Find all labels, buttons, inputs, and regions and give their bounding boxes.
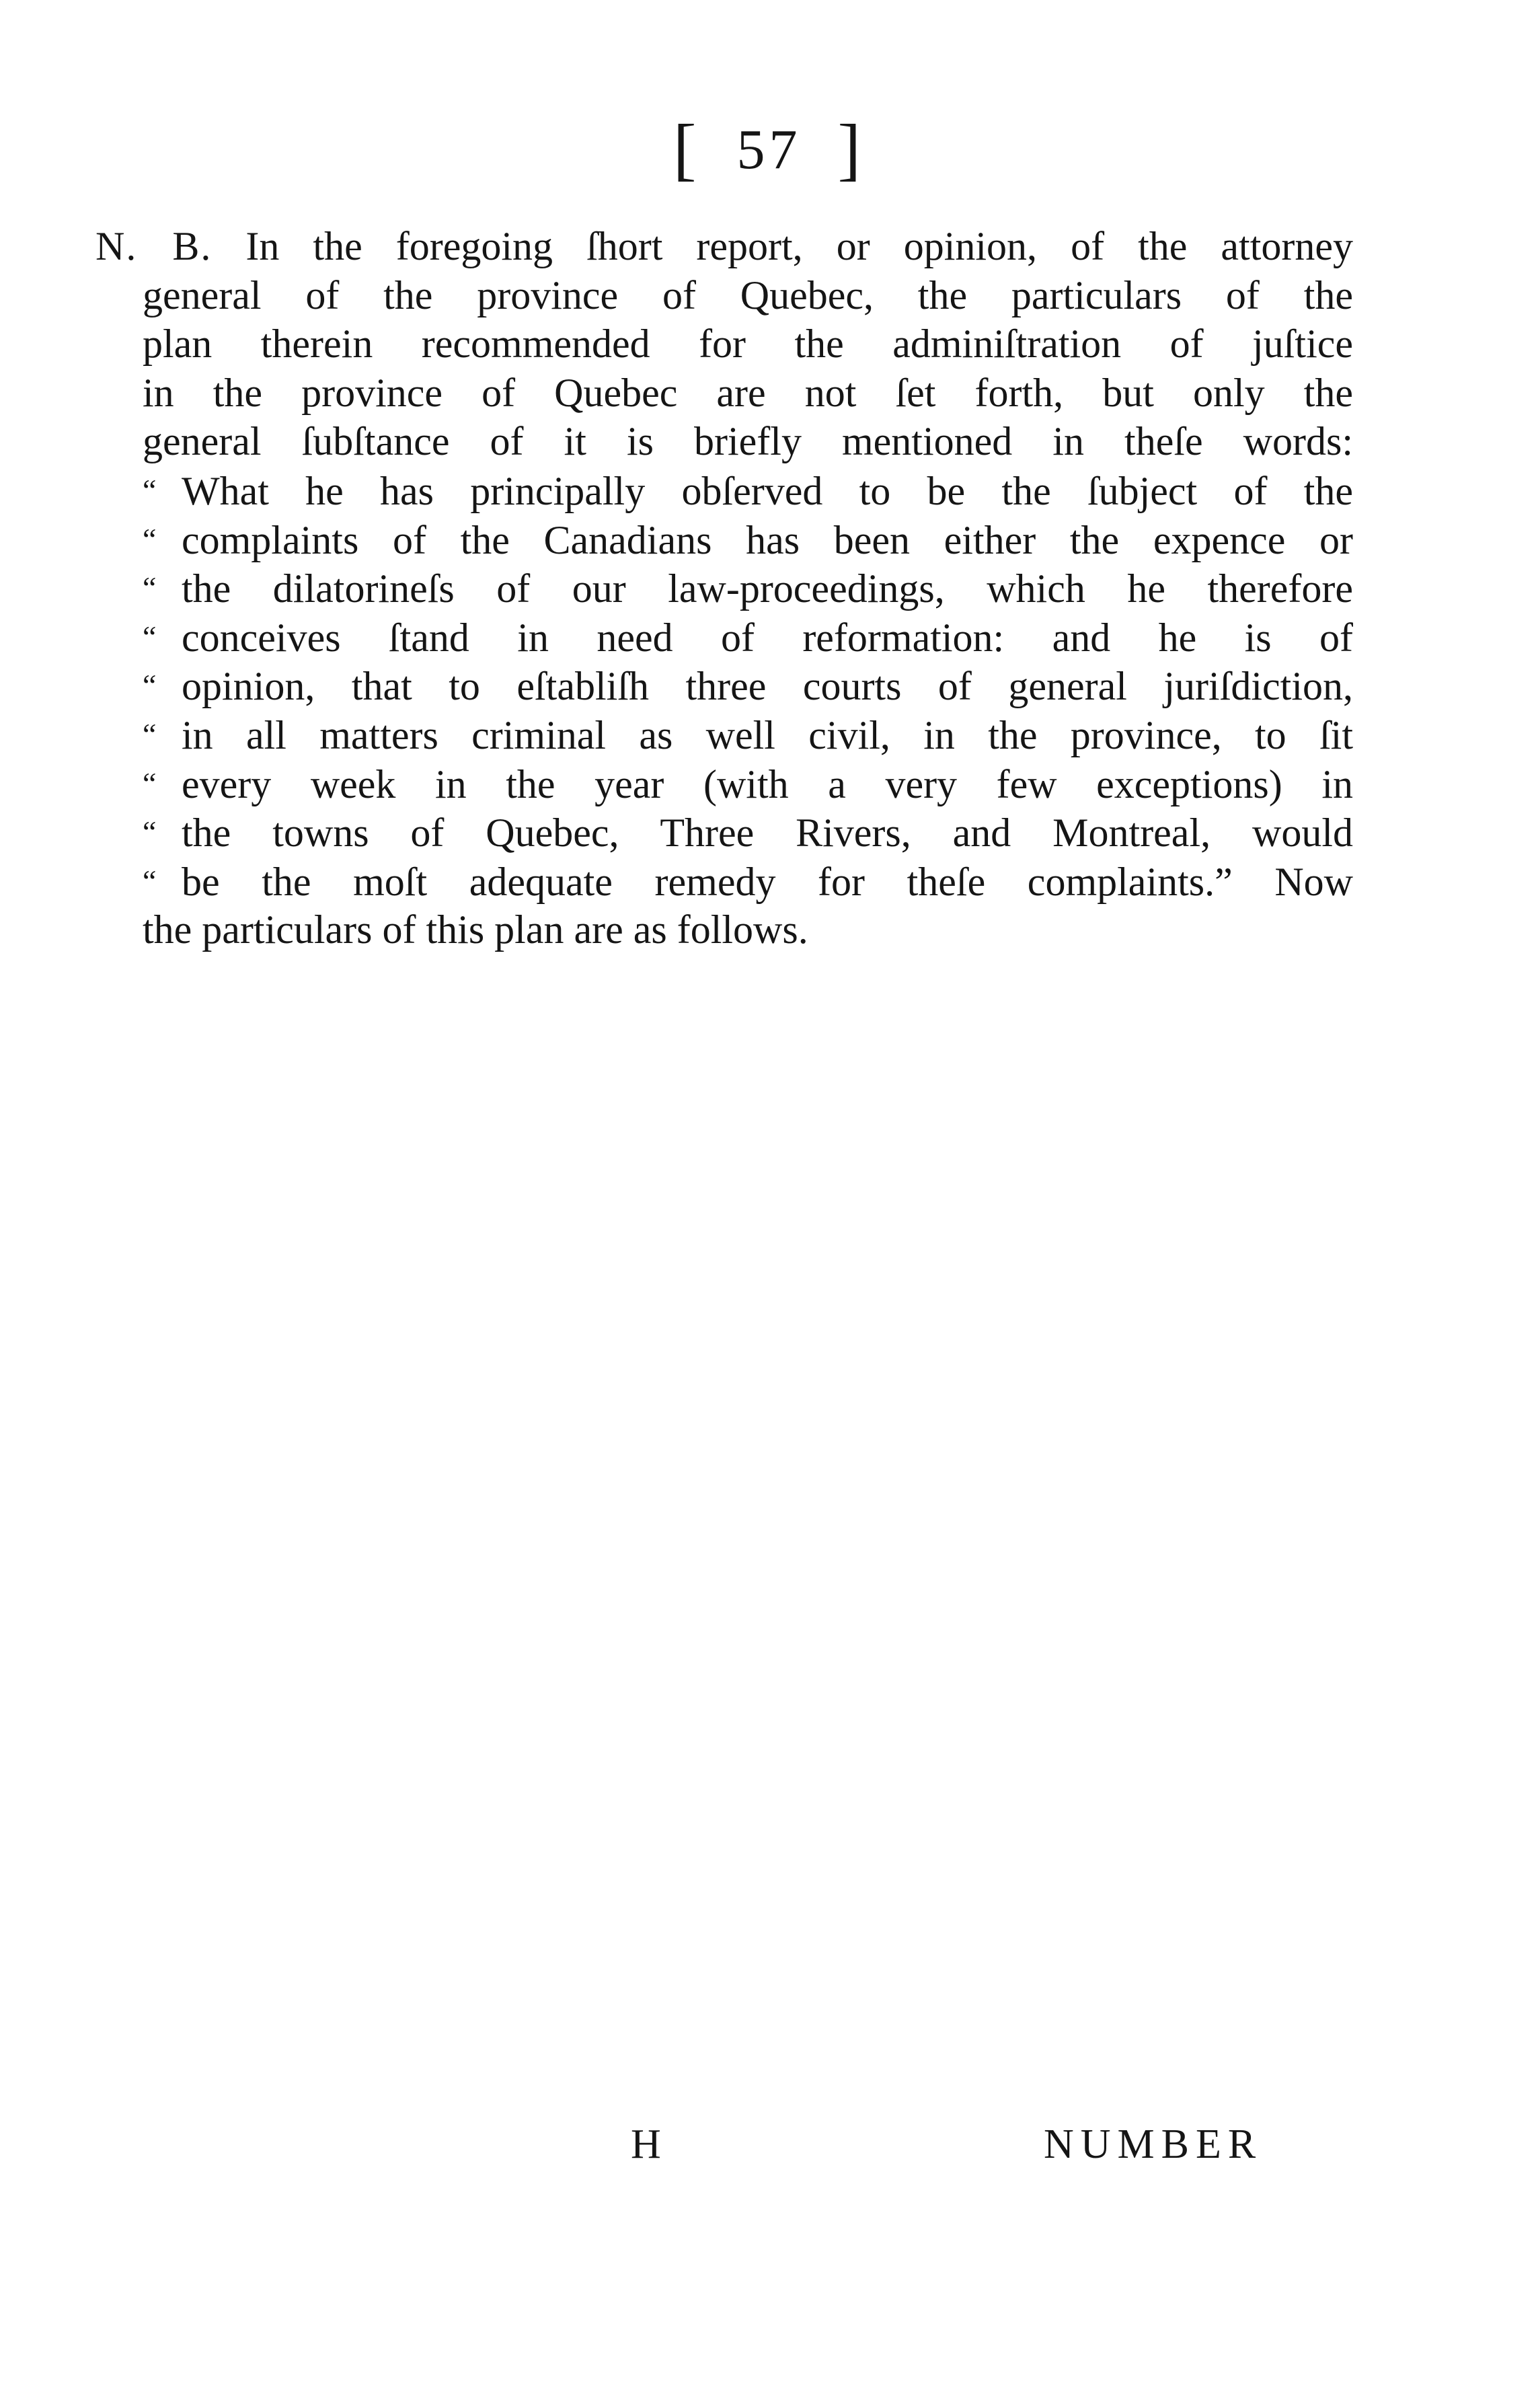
text-line: in the province of Quebec are not ſet forth, but only the xyxy=(143,370,1353,415)
quoted-line xyxy=(95,564,1353,613)
quoted-line xyxy=(95,808,1353,857)
quote-mark: “ xyxy=(143,472,157,507)
quoted-line xyxy=(95,857,1353,906)
note-paragraph xyxy=(95,222,1353,954)
text-line xyxy=(95,222,1353,271)
page-number: 57 xyxy=(736,118,802,181)
page-number-header xyxy=(0,110,1538,188)
text-line: general of the province of Quebec, the particulars of the xyxy=(143,272,1353,317)
quoted-text: the dilatorineſs of our law-proceedings, which he therefore xyxy=(182,566,1353,611)
quote-mark: “ xyxy=(143,815,157,850)
quoted-line xyxy=(95,759,1353,808)
quote-mark: “ xyxy=(143,863,157,898)
quote-mark: “ xyxy=(143,570,157,605)
text-line: plan therein recommended for the adminiſtration of juſtice xyxy=(143,322,1353,367)
quote-mark: “ xyxy=(143,716,157,751)
quote-mark: “ xyxy=(143,765,157,800)
text-line: general ſubſtance of it is briefly mentioned in theſe words: xyxy=(143,419,1353,464)
quoted-line xyxy=(95,515,1353,564)
quoted-text: be the moſt adequate remedy for theſe complaints.” Now xyxy=(182,859,1353,904)
quoted-text: complaints of the Canadians has been either the expence or xyxy=(182,517,1353,562)
signature-mark: H xyxy=(631,2121,661,2167)
quoted-line xyxy=(95,710,1353,759)
catchword: NUMBER xyxy=(1044,2121,1263,2167)
quoted-text: in all matters criminal as well civil, in the province, to ſit xyxy=(182,712,1353,757)
quote-mark: “ xyxy=(143,619,157,654)
right-bracket: ] xyxy=(837,110,866,188)
closing-line: the particulars of this plan are as follows. xyxy=(143,907,808,952)
quoted-text: the towns of Quebec, Three Rivers, and Montreal, would xyxy=(182,811,1353,856)
quote-mark: “ xyxy=(143,668,157,703)
quoted-line xyxy=(95,613,1353,662)
nb-label: N. B. xyxy=(95,224,213,268)
quoted-text: conceives ſtand in need of reformation: and he is of xyxy=(182,615,1353,660)
quoted-text: opinion, that to eſtabliſh three courts of general juriſdiction, xyxy=(182,664,1353,709)
quoted-line xyxy=(95,466,1353,515)
quoted-line xyxy=(95,661,1353,710)
text-line-content: In the foregoing ſhort report, or opinion, of the attorney xyxy=(245,224,1353,268)
quoted-text: What he has principally obſerved to be the ſubject of the xyxy=(182,468,1353,513)
quote-mark: “ xyxy=(143,521,157,556)
quoted-text: every week in the year (with a very few exceptions) in xyxy=(182,761,1353,806)
left-bracket: [ xyxy=(672,110,701,188)
